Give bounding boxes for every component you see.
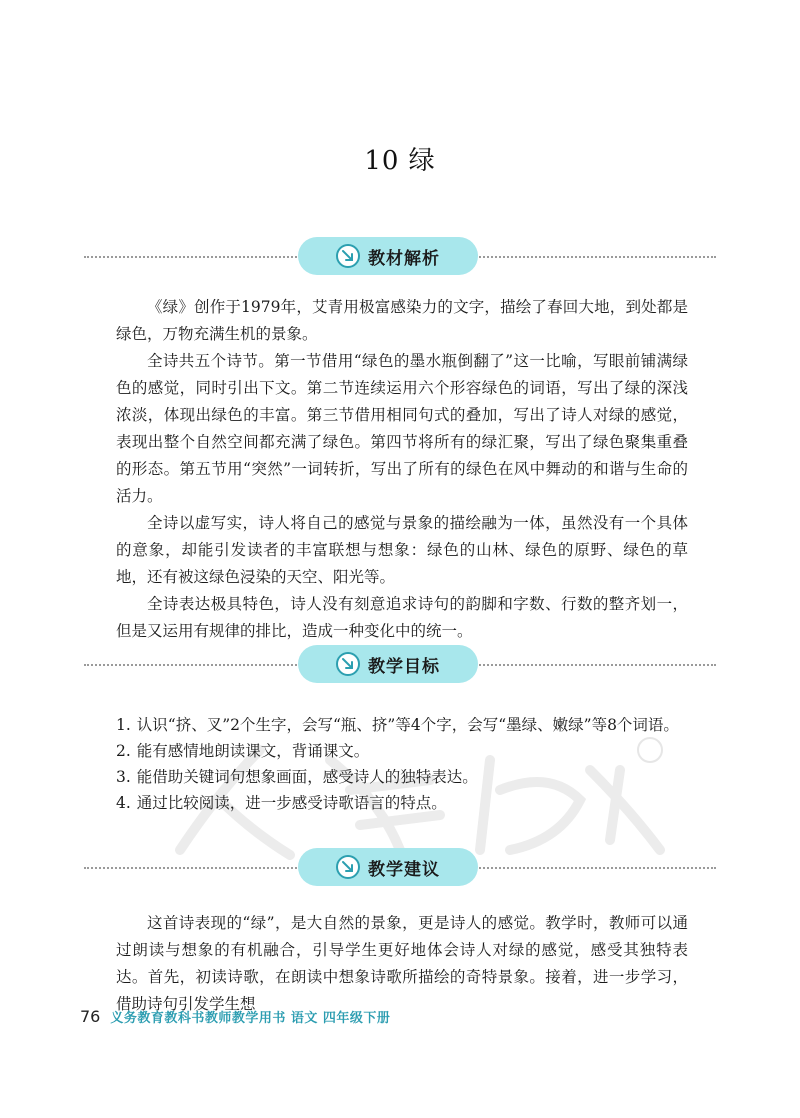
list-text: 通过比较阅读，进一步感受诗歌语言的特点。	[136, 794, 447, 812]
list-number: 1.	[116, 716, 131, 734]
page-title: 10 绿	[364, 146, 436, 176]
list-text: 能有感情地朗读课文，背诵课文。	[136, 742, 370, 760]
list-text: 认识“挤、叉”2个生字，会写“瓶、挤”等4个字，会写“墨绿、嫩绿”等8个词语。	[136, 716, 679, 734]
goals-list	[116, 712, 696, 816]
section-pill	[298, 645, 478, 683]
paragraph: 这首诗表现的“绿”，是大自然的景象，更是诗人的感觉。教学时，教师可以通过朗读与想象的有机融合，引导学生更好地体会诗人对绿的感觉，感受其独特表达。首先，初读诗歌，在朗读中想象诗歌所描绘的奇特景象。接着，进一步学习，借助诗句引发学生想	[116, 914, 688, 1013]
section-label: 教学目标	[368, 656, 440, 677]
section-header-analysis	[84, 237, 716, 277]
page-footer	[80, 1007, 390, 1026]
arrow-circle-icon	[336, 244, 360, 268]
section-pill	[298, 237, 478, 275]
list-number: 2.	[116, 742, 131, 760]
analysis-body	[116, 294, 688, 645]
arrow-circle-icon	[336, 652, 360, 676]
list-item	[116, 738, 696, 764]
page-number: 76	[80, 1007, 101, 1026]
paragraph: 全诗共五个诗节。第一节借用“绿色的墨水瓶倒翻了”这一比喻，写眼前铺满绿色的感觉，同时引出下文。第二节连续运用六个形容绿色的词语，写出了绿的深浅浓淡，体现出绿色的丰富。第三节借用相同句式的叠加，写出了诗人对绿的感觉，表现出整个自然空间都充满了绿色。第四节将所有的绿汇聚，写出了绿色聚集重叠的形态。第五节用“突然”一词转折，写出了所有的绿色在风中舞动的和谐与生命的活力。	[116, 352, 688, 505]
list-item	[116, 764, 696, 790]
list-item	[116, 712, 696, 738]
paragraph: 全诗表达极具特色，诗人没有刻意追求诗句的韵脚和字数、行数的整齐划一，但是又运用有规律的排比，造成一种变化中的统一。	[116, 595, 688, 640]
section-pill	[298, 848, 478, 886]
section-header-goals	[84, 645, 716, 685]
paragraph: 《绿》创作于1979年，艾青用极富感染力的文字，描绘了春回大地，到处都是绿色，万物充满生机的景象。	[116, 298, 688, 343]
suggestion-body	[116, 910, 688, 1018]
paragraph: 全诗以虚写实，诗人将自己的感觉与景象的描绘融为一体，虽然没有一个具体的意象，却能引发读者的丰富联想与想象：绿色的山林、绿色的原野、绿色的草地，还有被这绿色浸染的天空、阳光等。	[116, 514, 688, 586]
section-header-suggestion	[84, 848, 716, 888]
list-item	[116, 790, 696, 816]
list-number: 3.	[116, 768, 131, 786]
section-label: 教学建议	[368, 859, 440, 880]
book-title: 义务教育教科书教师教学用书 语文 四年级下册	[110, 1011, 391, 1026]
section-label: 教材解析	[368, 248, 440, 269]
list-number: 4.	[116, 794, 131, 812]
list-text: 能借助关键词句想象画面，感受诗人的独特表达。	[136, 768, 478, 786]
arrow-circle-icon	[336, 855, 360, 879]
